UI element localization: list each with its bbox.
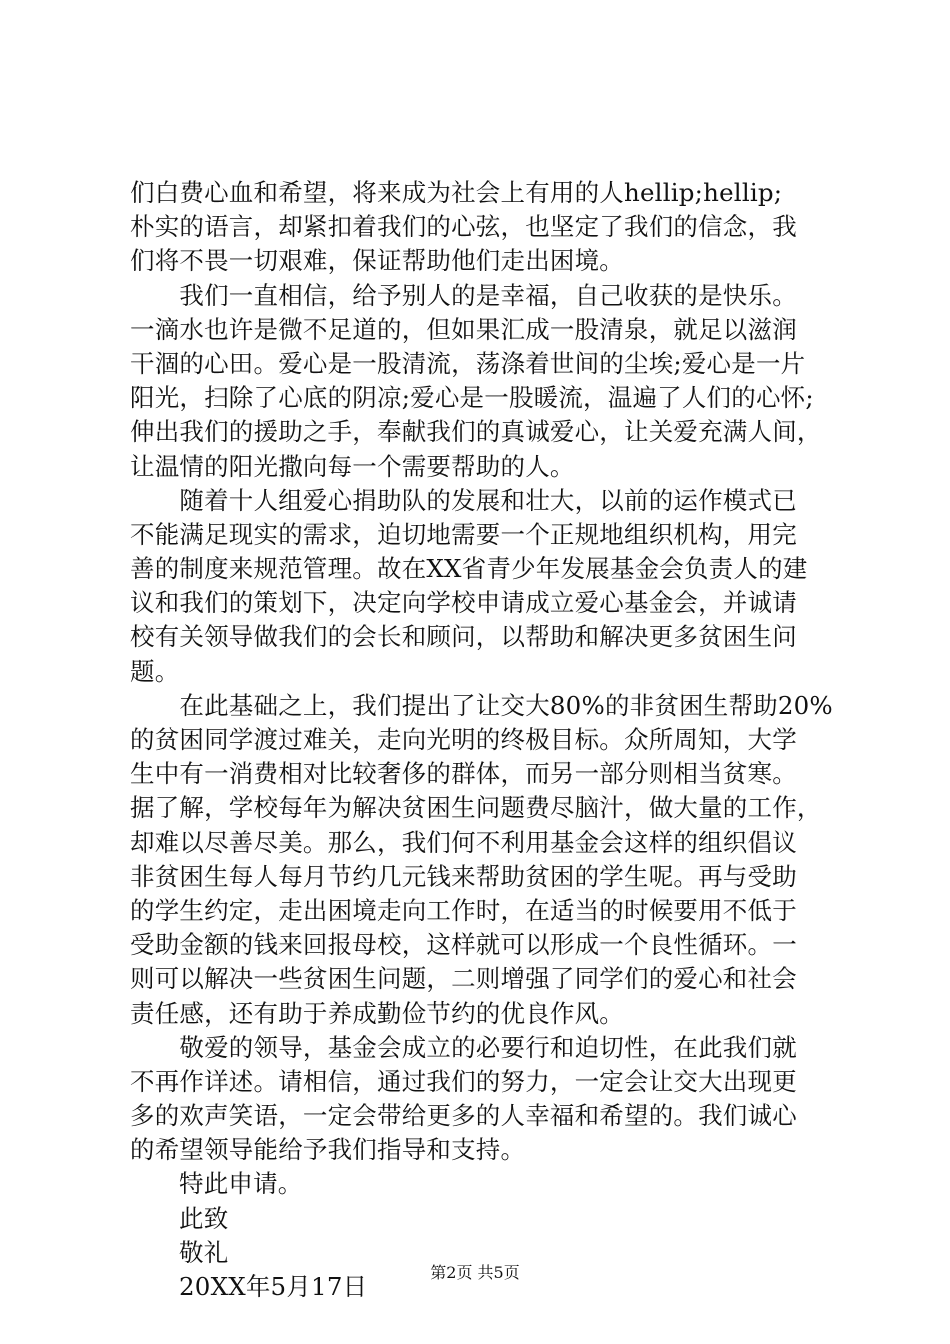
text-line: 随着十人组爱心捐助队的发展和壮大，以前的运作模式已 [130, 485, 797, 515]
text-line: 善的制度来规范管理。故在XX省青少年发展基金会负责人的建 [130, 554, 808, 584]
text-line: 我们一直相信，给予别人的是幸福，自己收获的是快乐。 [130, 280, 797, 310]
page-footer: 第2页 共5页 [430, 1263, 520, 1282]
text-line: 却难以尽善尽美。那么，我们何不利用基金会这样的组织倡议 [130, 827, 797, 857]
text-line: 敬爱的领导，基金会成立的必要行和迫切性，在此我们就 [130, 1032, 797, 1062]
text-line: 校有关领导做我们的会长和顾问，以帮助和解决更多贫困生问 [130, 622, 797, 652]
document-date: 20XX年5月17日 [179, 1272, 368, 1301]
text-line: 朴实的语言，却紧扣着我们的心弦，也坚定了我们的信念，我 [130, 212, 797, 242]
text-line: 的希望领导能给予我们指导和支持。 [130, 1135, 526, 1165]
text-line: 受助金额的钱来回报母校，这样就可以形成一个良性循环。一 [130, 930, 797, 960]
text-line: 一滴水也许是微不足道的，但如果汇成一股清泉，就足以滋润 [130, 314, 797, 344]
text-line: 不能满足现实的需求，迫切地需要一个正规地组织机构，用完 [130, 519, 797, 549]
text-line: 责任感，还有助于养成勤俭节约的优良作风。 [130, 998, 624, 1028]
text-line: 阳光，扫除了心底的阴凉;爱心是一股暖流，温遍了人们的心怀; [130, 383, 814, 413]
text-line: 多的欢声笑语，一定会带给更多的人幸福和希望的。我们诚心 [130, 1101, 797, 1131]
text-line: 据了解，学校每年为解决贫困生问题费尽脑汁，做大量的工作， [130, 793, 822, 823]
text-line: 们将不畏一切艰难，保证帮助他们走出困境。 [130, 246, 624, 276]
text-line: 生中有一消费相对比较奢侈的群体，而另一部分则相当贫寒。 [130, 759, 797, 789]
text-line: 不再作详述。请相信，通过我们的努力，一定会让交大出现更 [130, 1066, 797, 1096]
text-line: 干涸的心田。爱心是一股清流，荡涤着世间的尘埃;爱心是一片 [130, 348, 806, 378]
text-line: 非贫困生每人每月节约几元钱来帮助贫困的学生呢。再与受助 [130, 861, 797, 891]
text-line: 则可以解决一些贫困生问题，二则增强了同学们的爱心和社会 [130, 964, 797, 994]
text-line: 们白费心血和希望，将来成为社会上有用的人hellip;hellip; [130, 178, 783, 207]
text-line: 在此基础之上，我们提出了让交大80%的非贫困生帮助20% [130, 690, 833, 720]
closing-line: 特此申请。 [179, 1169, 303, 1199]
text-line: 议和我们的策划下，决定向学校申请成立爱心基金会，并诚请 [130, 588, 797, 618]
text-line: 伸出我们的援助之手，奉献我们的真诚爱心，让关爱充满人间， [130, 417, 822, 447]
text-line: 的贫困同学渡过难关，走向光明的终极目标。众所周知，大学 [130, 725, 797, 754]
closing-line: 敬礼 [179, 1237, 229, 1267]
closing-line: 此致 [179, 1203, 229, 1233]
text-line: 题。 [130, 656, 180, 686]
text-line: 的学生约定，走出困境走向工作时，在适当的时候要用不低于 [130, 895, 797, 925]
document-body [130, 176, 833, 1304]
text-line: 让温情的阳光撒向每一个需要帮助的人。 [130, 451, 575, 481]
